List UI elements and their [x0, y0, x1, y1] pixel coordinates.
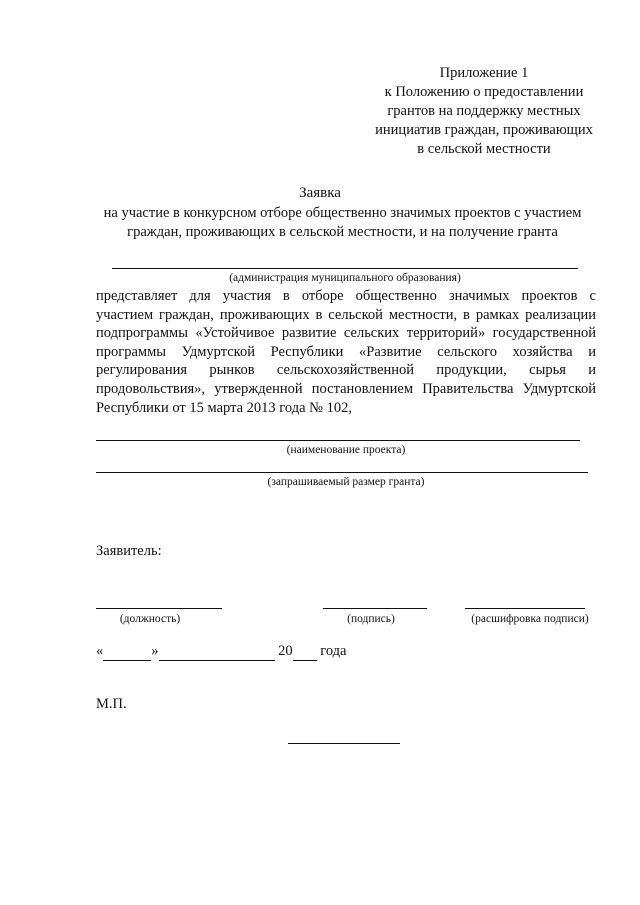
body-line-2: участием граждан, проживающих в сельской местности, в рамках реализации: [96, 306, 596, 323]
document-title: Заявка: [299, 185, 341, 201]
administration-blank-line[interactable]: [112, 268, 578, 269]
body-line-3: подпрограммы «Устойчивое развитие сельских территорий» государственной: [96, 325, 596, 342]
subtitle-line-2: граждан, проживающих в сельской местности, и на получение гранта: [127, 224, 558, 240]
signature-decoding-blank-line[interactable]: [465, 608, 585, 609]
appendix-line-4: инициатив граждан, проживающих: [375, 122, 593, 138]
seal-label: М.П.: [96, 696, 127, 712]
grant-size-blank-line[interactable]: [96, 472, 588, 473]
position-caption: (должность): [119, 613, 181, 625]
project-name-blank-line[interactable]: [96, 440, 580, 441]
grant-size-caption: (запрашиваемый размер гранта): [267, 476, 425, 488]
applicant-label: Заявитель:: [96, 543, 162, 559]
body-line-1: представляет для участия в отборе общественно значимых проектов с: [96, 288, 596, 304]
year-blank[interactable]: [293, 642, 317, 661]
document-subtitle: [70, 204, 615, 242]
body-line-5: регулирования рынков сельскохозяйственной продукции, сырья и: [96, 362, 596, 379]
signature-blank-line[interactable]: [323, 608, 427, 609]
closing-rule-line: [288, 743, 400, 744]
body-line-4: программы Удмуртской Республики «Развитие сельского хозяйства и: [96, 343, 596, 360]
signature-caption: (подпись): [347, 613, 395, 625]
date-line: [96, 642, 346, 661]
appendix-header: [360, 64, 608, 159]
appendix-line-5: в сельской местности: [417, 141, 551, 157]
position-blank-line[interactable]: [96, 608, 222, 609]
appendix-line-3: грантов на поддержку местных: [387, 103, 581, 119]
day-blank[interactable]: [103, 642, 151, 661]
year-word: года: [320, 643, 347, 659]
body-paragraph: [96, 287, 596, 417]
date-close-quote: »: [151, 643, 159, 659]
date-open-quote: «: [96, 643, 104, 659]
project-name-caption: (наименование проекта): [286, 444, 406, 456]
subtitle-line-1: на участие в конкурсном отборе общественно значимых проектов с участием: [103, 205, 582, 221]
month-blank[interactable]: [159, 642, 275, 661]
appendix-line-2: к Положению о предоставлении: [384, 84, 584, 100]
century-text: 20: [278, 643, 293, 659]
administration-caption: (администрация муниципального образования): [229, 272, 461, 284]
body-line-7: Республики от 15 марта 2013 года № 102,: [96, 399, 352, 416]
signature-decoding-caption: (расшифровка подписи): [471, 613, 589, 625]
body-line-6: продовольствия», утвержденной постановлением Правительства Удмуртской: [96, 380, 596, 397]
appendix-line-1: Приложение 1: [439, 65, 529, 81]
